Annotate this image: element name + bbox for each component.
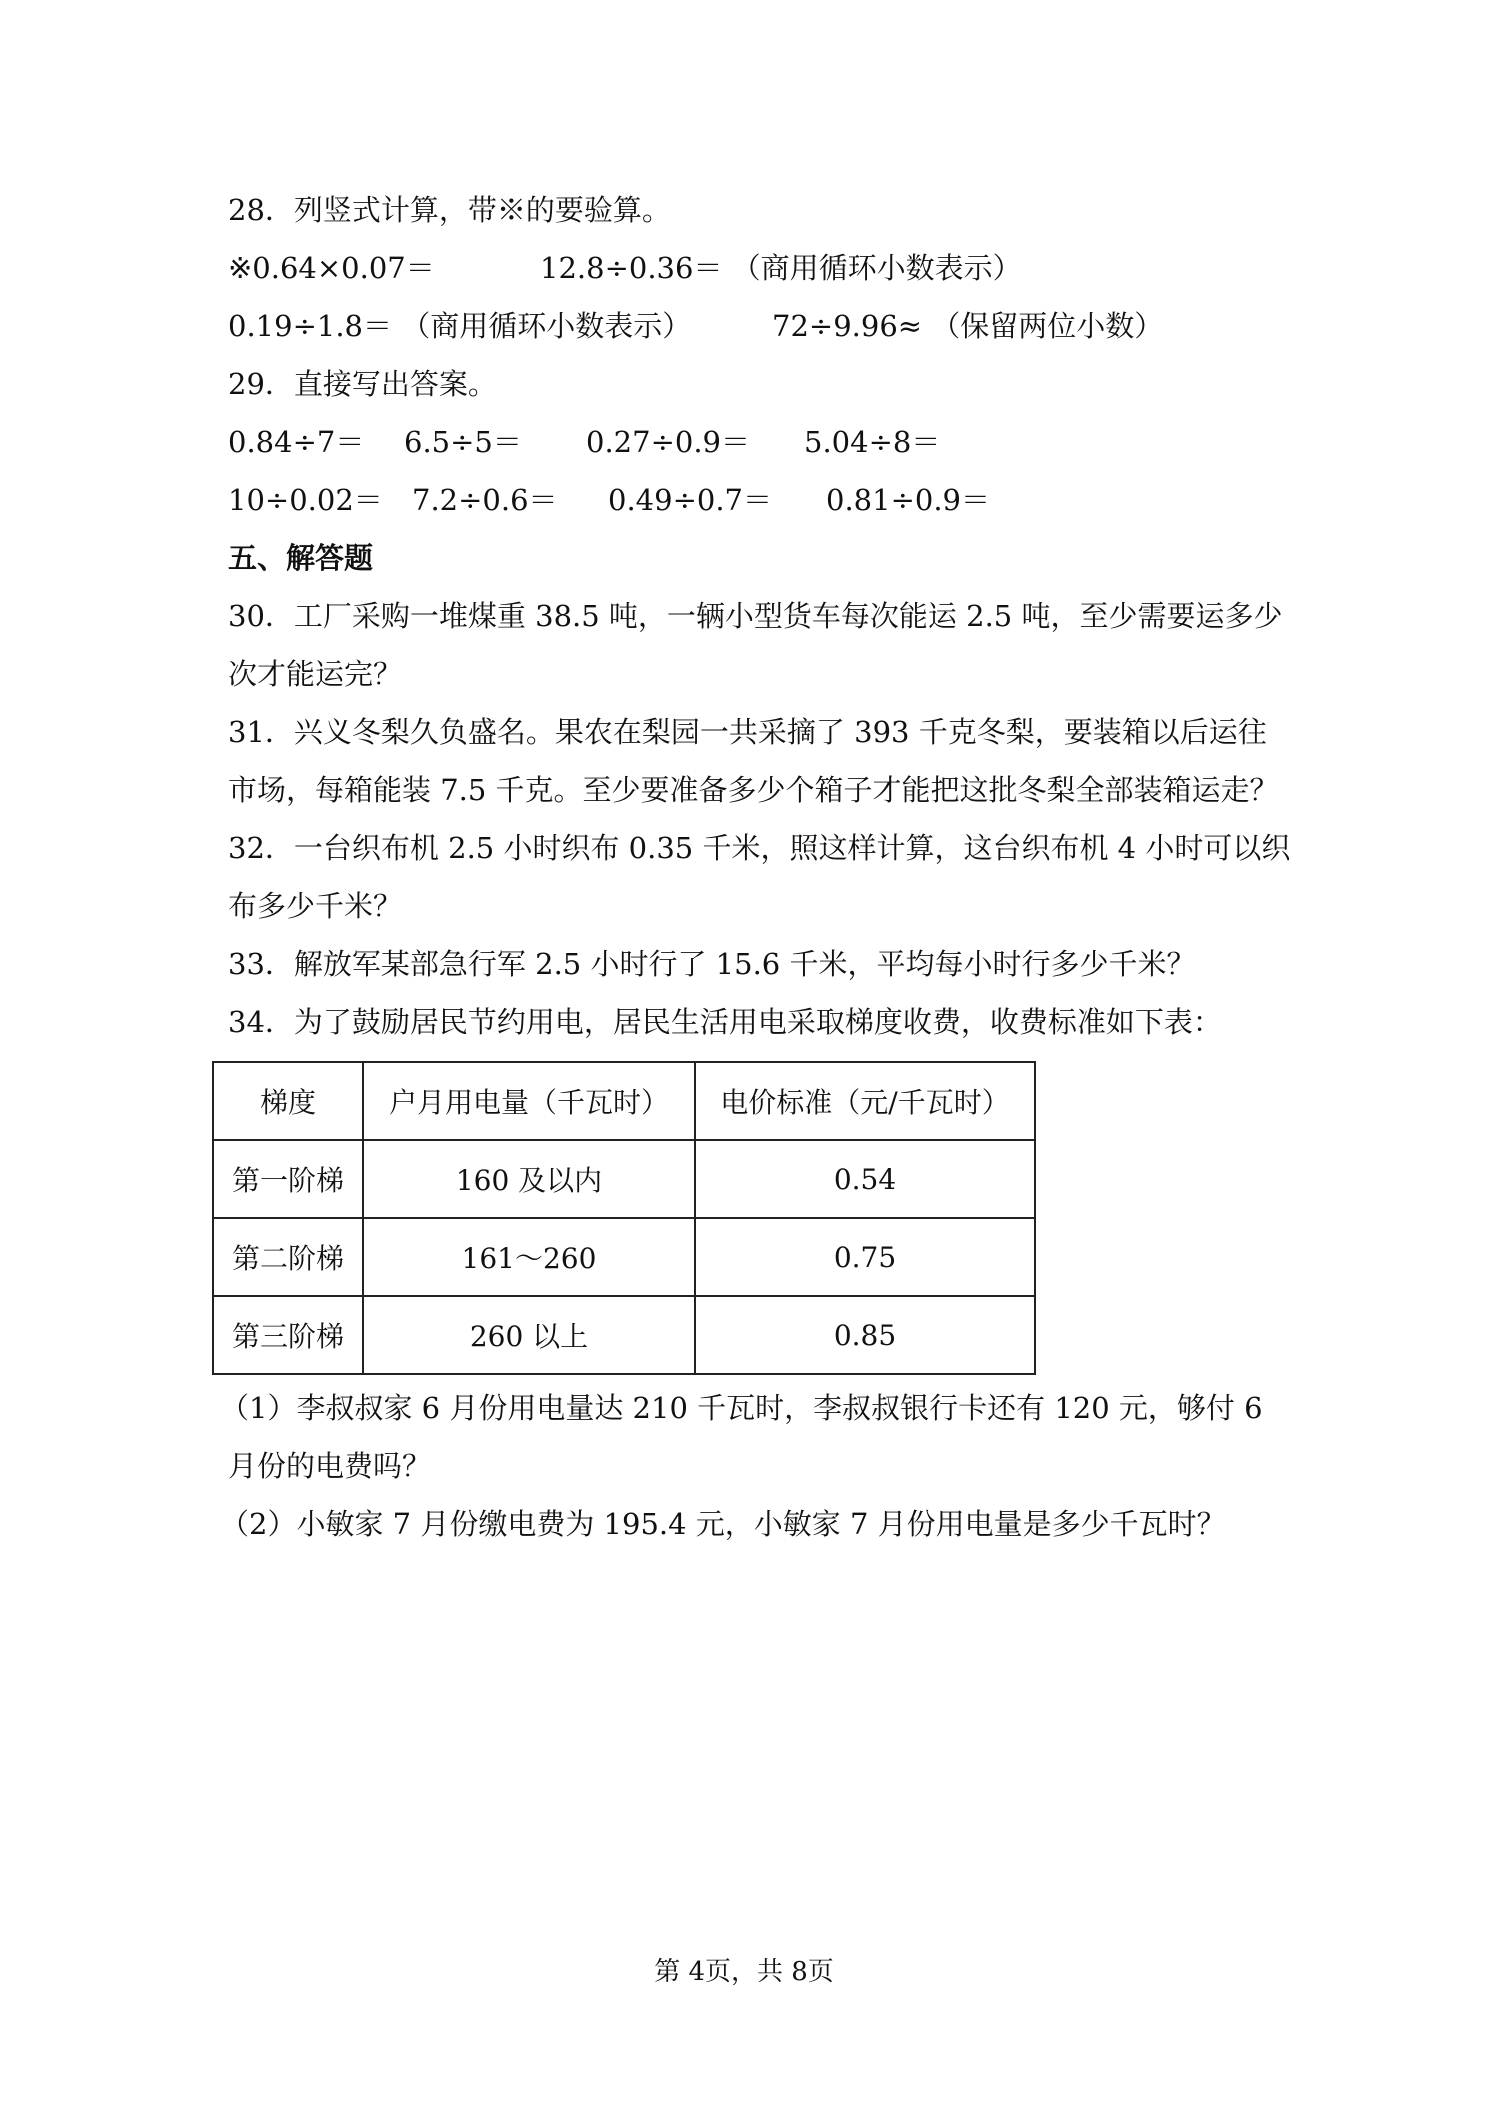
q29-r1-c1: 0.84÷7＝ [228, 425, 365, 459]
q29-r2-c4: 0.81÷0.9＝ [826, 483, 990, 517]
q30-line2: 次才能运完？ [228, 657, 403, 691]
table-cell: 第三阶梯 [213, 1296, 363, 1374]
table-cell: 0.75 [695, 1218, 1035, 1296]
q29-r2-c1: 10÷0.02＝ [228, 483, 383, 517]
table-row [213, 1218, 1035, 1296]
q34-sub1-line1: （1）李叔叔家 6 月份用电量达 210 千瓦时，李叔叔银行卡还有 120 元，够付 6 [220, 1391, 1263, 1425]
section-heading: 五、解答题 [228, 541, 374, 575]
table-cell: 161～260 [363, 1218, 695, 1296]
q31-line1: 31．兴义冬梨久负盛名。果农在梨园一共采摘了 393 千克冬梨，要装箱以后运往 [228, 715, 1267, 749]
q34-sub2: （2）小敏家 7 月份缴电费为 195.4 元，小敏家 7 月份用电量是多少千瓦时？ [220, 1507, 1226, 1541]
table-cell: 第一阶梯 [213, 1140, 363, 1218]
q29-r2-c2: 7.2÷0.6＝ [412, 483, 558, 517]
q34-sub1-line2: 月份的电费吗？ [228, 1449, 432, 1483]
page-footer: 第 4页，共 8页 [654, 1957, 834, 1987]
q29-title: 29．直接写出答案。 [228, 367, 497, 401]
table-cell: 260 以上 [363, 1296, 695, 1374]
table-header: 电价标准（元/千瓦时） [695, 1062, 1035, 1140]
q29-r1-c4: 5.04÷8＝ [804, 425, 941, 459]
q28-title: 28．列竖式计算，带※的要验算。 [228, 193, 671, 227]
q28-item-1: ※0.64×0.07＝ [228, 251, 435, 285]
table-row [213, 1140, 1035, 1218]
q29-r1-c3: 0.27÷0.9＝ [586, 425, 750, 459]
table-header: 梯度 [213, 1062, 363, 1140]
table-cell: 0.85 [695, 1296, 1035, 1374]
q29-r2-c3: 0.49÷0.7＝ [608, 483, 772, 517]
q32-line2: 布多少千米？ [228, 889, 403, 923]
q33-line1: 33．解放军某部急行军 2.5 小时行了 15.6 千米，平均每小时行多少千米？ [228, 947, 1196, 981]
q29-r1-c2: 6.5÷5＝ [404, 425, 522, 459]
table-row [213, 1296, 1035, 1374]
table-cell: 0.54 [695, 1140, 1035, 1218]
q32-line1: 32．一台织布机 2.5 小时织布 0.35 千米，照这样计算，这台织布机 4 小时可以织 [228, 831, 1291, 865]
q28-item-3: 0.19÷1.8＝ （商用循环小数表示） [228, 309, 692, 343]
q30-line1: 30．工厂采购一堆煤重 38.5 吨，一辆小型货车每次能运 2.5 吨，至少需要运多少 [228, 599, 1283, 633]
q28-item-2: 12.8÷0.36＝ （商用循环小数表示） [540, 251, 1022, 285]
table-cell: 160 及以内 [363, 1140, 695, 1218]
q31-line2: 市场，每箱能装 7.5 千克。至少要准备多少个箱子才能把这批冬梨全部装箱运走？ [228, 773, 1279, 807]
tier-price-table [212, 1061, 1036, 1375]
table-header: 户月用电量（千瓦时） [363, 1062, 695, 1140]
table-cell: 第二阶梯 [213, 1218, 363, 1296]
table-header-row [213, 1062, 1035, 1140]
q28-item-4: 72÷9.96≈ （保留两位小数） [772, 309, 1164, 343]
q34-line1: 34．为了鼓励居民节约用电，居民生活用电采取梯度收费，收费标准如下表： [228, 1005, 1222, 1039]
